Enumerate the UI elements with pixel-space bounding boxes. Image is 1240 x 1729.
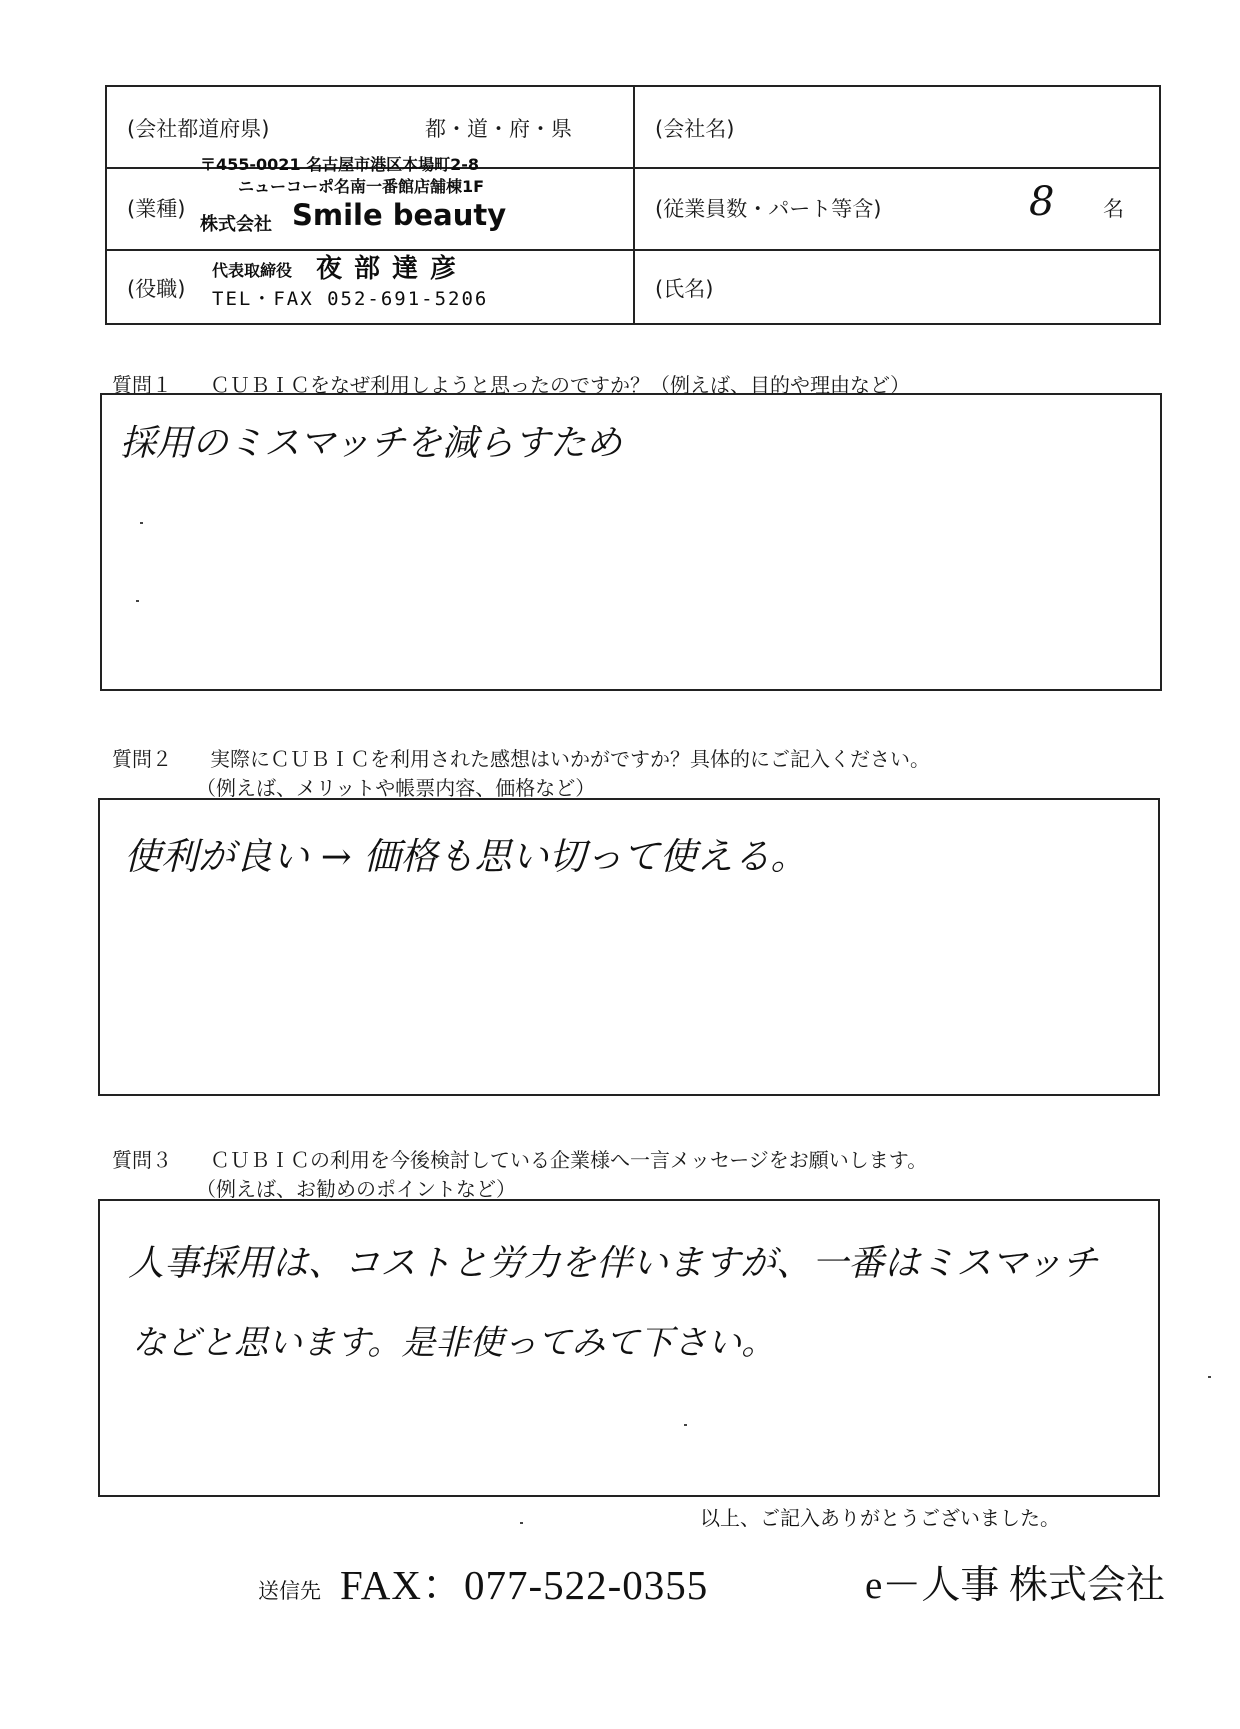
scan-speck xyxy=(520,1522,523,1524)
q3-answer-line2: などと思います。是非使ってみて下さい。 xyxy=(132,1323,776,1363)
scan-speck xyxy=(136,600,139,602)
scan-speck xyxy=(140,522,143,524)
stamp-representative: 夜部達彦 xyxy=(316,254,469,284)
prefecture-label: (会社都道府県) xyxy=(127,117,270,141)
thanks-note: 以上、ご記入ありがとうございました。 xyxy=(700,1506,1060,1530)
q1-text: ＣＵＢＩＣをなぜ利用しようと思ったのですか？（例えば、目的や理由など） xyxy=(210,373,910,397)
scan-speck xyxy=(684,1424,687,1426)
company-label: (会社名) xyxy=(655,117,735,141)
name-label: (氏名) xyxy=(655,277,714,301)
send-to-label: 送信先 xyxy=(258,1579,321,1603)
q2-label: 質問２ xyxy=(112,747,172,771)
q2-text: 実際にＣＵＢＩＣを利用された感想はいかがですか？具体的にご記入ください。 xyxy=(210,747,930,771)
industry-label: (業種) xyxy=(127,197,186,221)
q1-label: 質問１ xyxy=(112,373,172,397)
stamp-title: 代表取締役 xyxy=(212,261,293,280)
employees-unit: 名 xyxy=(1103,197,1124,221)
prefecture-options: 都・道・府・県 xyxy=(425,117,572,141)
q1-answer: 採用のミスマッチを減らすため xyxy=(120,423,622,464)
stamp-tel-fax: TEL・FAX 052-691-5206 xyxy=(212,288,489,310)
name-cell xyxy=(635,249,1159,323)
q1-answer-box xyxy=(100,393,1162,691)
stamp-company-prefix: 株式会社 xyxy=(200,214,272,235)
position-label: (役職) xyxy=(127,277,186,301)
q3-text: ＣＵＢＩＣの利用を今後検討している企業様へ一言メッセージをお願いします。 xyxy=(210,1148,928,1172)
fax-number: FAX：077-522-0355 xyxy=(340,1562,709,1608)
q3-hint: （例えば、お勧めのポイントなど） xyxy=(196,1177,516,1201)
recipient-company: e－人事 株式会社 xyxy=(865,1564,1166,1607)
employees-label: (従業員数・パート等含) xyxy=(655,197,882,221)
q3-label: 質問３ xyxy=(112,1148,172,1172)
q2-answer-box xyxy=(98,798,1160,1096)
q2-answer: 使利が良い → 価格も思い切って使える。 xyxy=(124,835,808,878)
q3-answer-box xyxy=(98,1199,1160,1497)
scan-speck xyxy=(1208,1376,1211,1378)
stamp-building: ニューコーポ名南一番館店舗棟1F xyxy=(238,177,485,196)
q3-answer-line1: 人事採用は、コストと労力を伴いますが、一番はミスマッチ xyxy=(128,1243,1098,1284)
stamp-company-name: Smile beauty xyxy=(292,198,507,232)
q2-hint: （例えば、メリットや帳票内容、価格など） xyxy=(196,776,596,800)
employees-cell xyxy=(635,167,1159,249)
company-cell xyxy=(635,87,1159,167)
stamp-address: 〒455-0021 名古屋市港区本場町2-8 xyxy=(200,155,480,174)
employees-value: 8 xyxy=(1029,179,1055,225)
